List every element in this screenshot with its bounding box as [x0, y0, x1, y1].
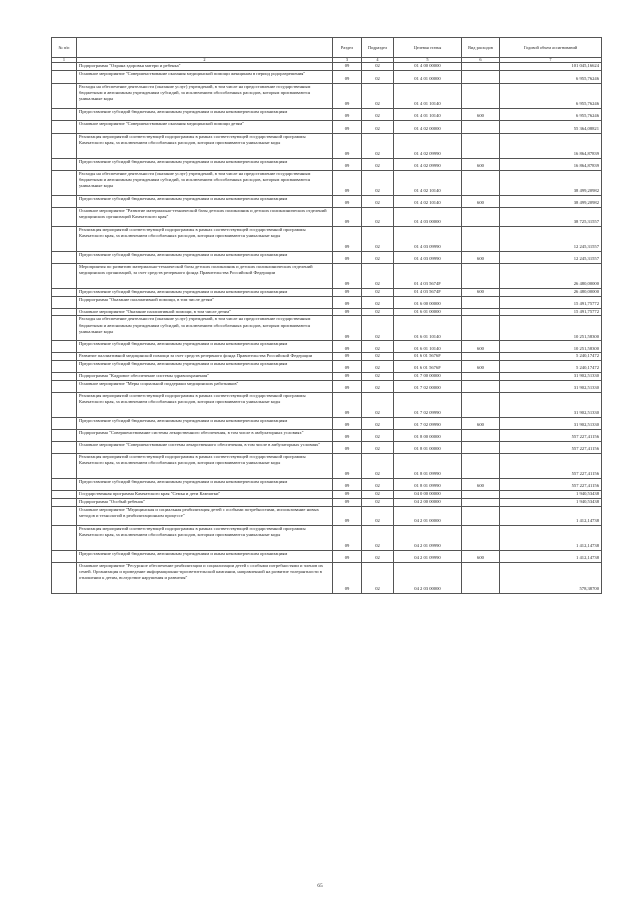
row-subsection: 02 — [362, 226, 394, 251]
row-name: Реализация мероприятий соответствующей подпрограммы в рамках соответствующей государственной программы Камчатского края, за исключением обособленных расходов, которым присваиваются уникальные коды — [77, 453, 333, 478]
row-section: 09 — [333, 120, 362, 133]
row-subsection: 02 — [362, 373, 394, 381]
row-num — [52, 453, 77, 478]
row-target: 01 4 01 10140 — [394, 108, 462, 120]
row-exptype — [462, 353, 500, 361]
row-exptype — [462, 83, 500, 108]
table-row — [52, 207, 602, 226]
header-number: 3 — [333, 58, 362, 63]
table-row — [52, 70, 602, 83]
row-num — [52, 373, 77, 381]
row-name: Основное мероприятие "Оказание паллиативной помощи, в том числе детям" — [77, 308, 333, 316]
row-subsection: 02 — [362, 288, 394, 296]
table-row — [52, 308, 602, 316]
row-num — [52, 441, 77, 453]
row-name: Предоставление субсидий бюджетным, автономным учреждениям и иным некоммерческим организациям — [77, 158, 333, 170]
row-subsection: 02 — [362, 392, 394, 417]
row-amount: 31 902,51330 — [500, 392, 602, 417]
row-amount: 31 902,51330 — [500, 373, 602, 381]
row-name: Предоставление субсидий бюджетным, автономным учреждениям и иным некоммерческим организациям — [77, 478, 333, 490]
header-number: 5 — [394, 58, 462, 63]
row-target: 01 6 01 5676F — [394, 361, 462, 373]
row-section: 09 — [333, 108, 362, 120]
row-section: 09 — [333, 490, 362, 498]
row-subsection: 02 — [362, 498, 394, 506]
row-target: 01 4 01 00000 — [394, 70, 462, 83]
row-amount: 101 045,16624 — [500, 63, 602, 71]
row-num — [52, 361, 77, 373]
row-subsection: 02 — [362, 341, 394, 353]
row-section: 09 — [333, 341, 362, 353]
row-num — [52, 353, 77, 361]
table-row — [52, 453, 602, 478]
row-num — [52, 251, 77, 263]
row-section: 09 — [333, 316, 362, 341]
table-row — [52, 170, 602, 195]
row-target: 01 8 01 09990 — [394, 478, 462, 490]
row-num — [52, 70, 77, 83]
row-exptype — [462, 120, 500, 133]
row-subsection: 02 — [362, 120, 394, 133]
row-num — [52, 195, 77, 207]
row-name: Подпрограмма "Совершенствование системы лекарственного обеспечения, в том числе в амбулаторных условиях" — [77, 429, 333, 441]
row-target: 01 4 00 00000 — [394, 63, 462, 71]
row-amount: 1 412,14738 — [500, 550, 602, 562]
row-name: Подпрограмма "Охрана здоровья матери и ребенка" — [77, 63, 333, 71]
row-num — [52, 226, 77, 251]
row-exptype — [462, 498, 500, 506]
row-section: 09 — [333, 308, 362, 316]
row-amount: 6 955,76246 — [500, 83, 602, 108]
row-target: 01 4 02 09990 — [394, 158, 462, 170]
row-exptype — [462, 316, 500, 341]
row-target: 01 8 01 00000 — [394, 441, 462, 453]
row-num — [52, 478, 77, 490]
row-target: 01 6 00 00000 — [394, 296, 462, 308]
row-num — [52, 263, 77, 288]
row-amount: 557 227,41156 — [500, 478, 602, 490]
row-exptype — [462, 226, 500, 251]
row-amount: 6 955,76246 — [500, 70, 602, 83]
table-row — [52, 296, 602, 308]
row-name: Реализация мероприятий соответствующей подпрограммы в рамках соответствующей государственной программы Камчатского края, за исключением обособленных расходов, которым присваиваются уникальные коды — [77, 525, 333, 550]
row-amount: 5 240,17472 — [500, 353, 602, 361]
row-subsection: 02 — [362, 195, 394, 207]
row-name: Расходы на обеспечение деятельности (оказание услуг) учреждений, в том числе на предоставление государственным бюджетным и автономным учреждениям субсидий, за исключением обособленных расходов, которым присваиваются уникальные коды — [77, 170, 333, 195]
row-exptype — [462, 506, 500, 525]
header-target: Целевая статья — [394, 38, 462, 58]
table-row — [52, 392, 602, 417]
header-subsection: Подраздел — [362, 38, 394, 58]
table-row — [52, 361, 602, 373]
table-row — [52, 316, 602, 341]
header-number: 7 — [500, 58, 602, 63]
row-exptype — [462, 296, 500, 308]
row-num — [52, 429, 77, 441]
row-target: 01 6 01 5676F — [394, 353, 462, 361]
table-row — [52, 373, 602, 381]
row-section: 09 — [333, 429, 362, 441]
row-section: 09 — [333, 133, 362, 158]
row-exptype: 600 — [462, 288, 500, 296]
row-num — [52, 133, 77, 158]
row-amount: 31 902,51330 — [500, 417, 602, 429]
row-name: Мероприятия по развитию материально-технической базы детских поликлиник и детских поликлинических отделений медицинских организаций, за счет средств резервного фонда Правительства Российской Федерации — [77, 263, 333, 288]
row-section: 09 — [333, 63, 362, 71]
row-target: 01 7 02 09990 — [394, 417, 462, 429]
row-num — [52, 308, 77, 316]
row-subsection: 02 — [362, 207, 394, 226]
row-name: Предоставление субсидий бюджетным, автономным учреждениям и иным некоммерческим организациям — [77, 550, 333, 562]
row-exptype: 600 — [462, 478, 500, 490]
row-exptype — [462, 133, 500, 158]
row-target: 01 8 01 09990 — [394, 453, 462, 478]
row-section: 09 — [333, 170, 362, 195]
table-row — [52, 226, 602, 251]
table-row — [52, 83, 602, 108]
row-exptype: 600 — [462, 361, 500, 373]
row-exptype — [462, 70, 500, 83]
row-exptype — [462, 308, 500, 316]
row-target: 01 4 02 10140 — [394, 170, 462, 195]
row-amount: 557 227,41156 — [500, 453, 602, 478]
row-exptype — [462, 525, 500, 550]
row-section: 09 — [333, 373, 362, 381]
row-name: Расходы на обеспечение деятельности (оказание услуг) учреждений, в том числе на предоставление государственным бюджетным и автономным учреждениям субсидий, за исключением обособленных расходов, которым присваиваются уникальные коды — [77, 83, 333, 108]
row-target: 01 4 03 00000 — [394, 207, 462, 226]
header-row — [52, 38, 602, 58]
row-amount: 1 412,14738 — [500, 506, 602, 525]
row-subsection: 02 — [362, 133, 394, 158]
table-row — [52, 353, 602, 361]
header-section: Раздел — [333, 38, 362, 58]
row-subsection: 02 — [362, 296, 394, 308]
row-num — [52, 498, 77, 506]
row-name: Реализация мероприятий соответствующей подпрограммы в рамках соответствующей государственной программы Камчатского края, за исключением обособленных расходов, которым присваиваются уникальные коды — [77, 226, 333, 251]
row-section: 09 — [333, 562, 362, 593]
row-num — [52, 550, 77, 562]
row-subsection: 02 — [362, 263, 394, 288]
row-target: 01 6 01 10140 — [394, 341, 462, 353]
row-section: 09 — [333, 525, 362, 550]
row-section: 09 — [333, 380, 362, 392]
table-row — [52, 63, 602, 71]
row-target: 01 4 02 10140 — [394, 195, 462, 207]
row-num — [52, 296, 77, 308]
row-amount: 38 725,31557 — [500, 207, 602, 226]
page-number: 65 — [317, 883, 323, 889]
row-section: 09 — [333, 441, 362, 453]
row-section: 09 — [333, 498, 362, 506]
row-num — [52, 562, 77, 593]
row-subsection: 02 — [362, 63, 394, 71]
row-target: 04 2 01 09990 — [394, 525, 462, 550]
row-amount: 16 864,87839 — [500, 158, 602, 170]
row-subsection: 02 — [362, 170, 394, 195]
table-body — [52, 63, 602, 594]
row-section: 09 — [333, 226, 362, 251]
row-target: 04 2 01 09990 — [394, 550, 462, 562]
row-exptype: 600 — [462, 251, 500, 263]
row-amount: 31 902,51330 — [500, 380, 602, 392]
row-exptype: 600 — [462, 108, 500, 120]
row-exptype — [462, 429, 500, 441]
row-name: Предоставление субсидий бюджетным, автономным учреждениям и иным некоммерческим организациям — [77, 288, 333, 296]
row-subsection: 02 — [362, 108, 394, 120]
row-section: 09 — [333, 70, 362, 83]
row-exptype — [462, 170, 500, 195]
row-target: 04 2 01 00000 — [394, 506, 462, 525]
row-section: 09 — [333, 207, 362, 226]
row-target: 04 2 03 00000 — [394, 562, 462, 593]
table-row — [52, 120, 602, 133]
row-subsection: 02 — [362, 158, 394, 170]
row-target: 01 6 01 00000 — [394, 308, 462, 316]
row-name: Предоставление субсидий бюджетным, автономным учреждениям и иным некоммерческим организациям — [77, 108, 333, 120]
row-amount: 38 499,20982 — [500, 195, 602, 207]
table-row — [52, 195, 602, 207]
row-exptype: 600 — [462, 341, 500, 353]
row-num — [52, 341, 77, 353]
row-target: 01 4 03 5674F — [394, 263, 462, 288]
row-amount: 12 245,31557 — [500, 226, 602, 251]
row-num — [52, 380, 77, 392]
row-exptype — [462, 490, 500, 498]
row-amount: 38 499,20982 — [500, 170, 602, 195]
row-target: 01 4 03 09990 — [394, 251, 462, 263]
row-amount: 557 227,41156 — [500, 441, 602, 453]
row-amount: 1 940,53438 — [500, 498, 602, 506]
table-row — [52, 525, 602, 550]
row-exptype — [462, 380, 500, 392]
row-amount: 1 940,53438 — [500, 490, 602, 498]
row-subsection: 02 — [362, 353, 394, 361]
row-num — [52, 170, 77, 195]
row-name: Подпрограмма "Кадровое обеспечение системы здравоохранения" — [77, 373, 333, 381]
row-target: 01 4 02 00000 — [394, 120, 462, 133]
row-num — [52, 392, 77, 417]
row-target: 01 7 02 09990 — [394, 392, 462, 417]
row-target: 01 4 03 5674F — [394, 288, 462, 296]
row-section: 09 — [333, 506, 362, 525]
row-exptype: 600 — [462, 158, 500, 170]
row-section: 09 — [333, 288, 362, 296]
row-name: Основное мероприятие "Совершенствование оказания медицинской помощи детям" — [77, 120, 333, 133]
row-target: 01 4 03 09990 — [394, 226, 462, 251]
row-name: Подпрограмма "Оказание паллиативной помощи, в том числе детям" — [77, 296, 333, 308]
row-subsection: 02 — [362, 525, 394, 550]
row-target: 01 4 02 09990 — [394, 133, 462, 158]
row-section: 09 — [333, 353, 362, 361]
table-row — [52, 158, 602, 170]
row-amount: 26 480,00000 — [500, 263, 602, 288]
row-section: 09 — [333, 263, 362, 288]
row-subsection: 02 — [362, 429, 394, 441]
row-name: Предоставление субсидий бюджетным, автономным учреждениям и иным некоммерческим организациям — [77, 361, 333, 373]
row-section: 09 — [333, 251, 362, 263]
row-num — [52, 288, 77, 296]
table-row — [52, 133, 602, 158]
row-subsection: 02 — [362, 562, 394, 593]
row-exptype — [462, 263, 500, 288]
table-row — [52, 341, 602, 353]
row-num — [52, 525, 77, 550]
row-amount: 55 364,08821 — [500, 120, 602, 133]
row-section: 09 — [333, 158, 362, 170]
table-row — [52, 498, 602, 506]
row-name: Реализация мероприятий соответствующей подпрограммы в рамках соответствующей государственной программы Камчатского края, за исключением обособленных расходов, которым присваиваются уникальные коды — [77, 133, 333, 158]
row-name: Государственная программа Камчатского края "Семья и дети Камчатки" — [77, 490, 333, 498]
row-subsection: 02 — [362, 70, 394, 83]
row-section: 09 — [333, 453, 362, 478]
row-subsection: 02 — [362, 308, 394, 316]
row-name: Подпрограмма "Особый ребенок" — [77, 498, 333, 506]
row-amount: 15 491,75772 — [500, 296, 602, 308]
budget-allocation-table — [51, 37, 602, 594]
row-section: 09 — [333, 417, 362, 429]
row-section: 09 — [333, 478, 362, 490]
header-amount: Годовой объем ассигнований — [500, 38, 602, 58]
row-amount: 12 245,31557 — [500, 251, 602, 263]
row-subsection: 02 — [362, 506, 394, 525]
table-row — [52, 562, 602, 593]
header-number: 6 — [462, 58, 500, 63]
row-subsection: 02 — [362, 453, 394, 478]
row-subsection: 02 — [362, 83, 394, 108]
table-row — [52, 429, 602, 441]
row-subsection: 02 — [362, 490, 394, 498]
header-number: 2 — [77, 58, 333, 63]
row-num — [52, 506, 77, 525]
row-name: Развитие паллиативной медицинской помощи за счет средств резервного фонда Правительства Российской Федерации — [77, 353, 333, 361]
row-num — [52, 120, 77, 133]
row-name: Предоставление субсидий бюджетным, автономным учреждениям и иным некоммерческим организациям — [77, 195, 333, 207]
row-amount: 10 251,58300 — [500, 316, 602, 341]
row-name: Предоставление субсидий бюджетным, автономным учреждениям и иным некоммерческим организациям — [77, 341, 333, 353]
table-row — [52, 478, 602, 490]
row-name: Расходы на обеспечение деятельности (оказание услуг) учреждений, в том числе на предоставление государственным бюджетным и автономным учреждениям субсидий, за исключением обособленных расходов, которым присваиваются уникальные коды — [77, 316, 333, 341]
row-amount: 1 412,14738 — [500, 525, 602, 550]
table-row — [52, 288, 602, 296]
row-target: 04 0 00 00000 — [394, 490, 462, 498]
row-name: Предоставление субсидий бюджетным, автономным учреждениям и иным некоммерческим организациям — [77, 417, 333, 429]
row-subsection: 02 — [362, 316, 394, 341]
row-section: 09 — [333, 296, 362, 308]
row-subsection: 02 — [362, 550, 394, 562]
row-name: Основное мероприятие "Совершенствование оказания медицинской помощи женщинам в период родоразрешения" — [77, 70, 333, 83]
row-section: 09 — [333, 392, 362, 417]
row-exptype — [462, 392, 500, 417]
header-number: 4 — [362, 58, 394, 63]
row-exptype — [462, 453, 500, 478]
row-exptype — [462, 63, 500, 71]
row-name: Предоставление субсидий бюджетным, автономным учреждениям и иным некоммерческим организациям — [77, 251, 333, 263]
row-num — [52, 63, 77, 71]
row-target: 01 8 00 00000 — [394, 429, 462, 441]
row-name: Основное мероприятие "Ресурсное обеспечение реабилитации и социализации детей с особыми потребностями и членов их семей. Организация и проведение информационно-просветительской кампании, направленной на развитие толерантности в отношении к детям, вследствие нарушения и развития" — [77, 562, 333, 593]
row-name: Основное мероприятие "Развитие материально-технической базы детских поликлиник и детских поликлинических отделений медицинских организаций Камчатского края" — [77, 207, 333, 226]
row-name: Реализация мероприятий соответствующей подпрограммы в рамках соответствующей государственной программы Камчатского края, за исключением обособленных расходов, которым присваиваются уникальные коды — [77, 392, 333, 417]
row-exptype: 600 — [462, 550, 500, 562]
row-amount: 15 491,75772 — [500, 308, 602, 316]
row-amount: 578,38700 — [500, 562, 602, 593]
row-subsection: 02 — [362, 417, 394, 429]
row-section: 09 — [333, 361, 362, 373]
header-name — [77, 38, 333, 58]
row-amount: 6 955,76246 — [500, 108, 602, 120]
row-subsection: 02 — [362, 478, 394, 490]
row-num — [52, 83, 77, 108]
row-num — [52, 316, 77, 341]
row-amount: 16 864,87839 — [500, 133, 602, 158]
row-exptype — [462, 207, 500, 226]
header-exptype: Вид расходов — [462, 38, 500, 58]
row-exptype: 600 — [462, 417, 500, 429]
row-subsection: 02 — [362, 361, 394, 373]
table-row — [52, 251, 602, 263]
table-row — [52, 490, 602, 498]
table-row — [52, 380, 602, 392]
row-num — [52, 490, 77, 498]
row-amount: 26 480,00000 — [500, 288, 602, 296]
row-exptype — [462, 441, 500, 453]
table-row — [52, 263, 602, 288]
row-subsection: 02 — [362, 441, 394, 453]
row-amount: 557 227,41156 — [500, 429, 602, 441]
row-section: 09 — [333, 195, 362, 207]
table-row — [52, 417, 602, 429]
row-name: Основное мероприятие "Совершенствование системы лекарственного обеспечения, в том числе в амбулаторных условиях" — [77, 441, 333, 453]
row-section: 09 — [333, 83, 362, 108]
row-num — [52, 207, 77, 226]
row-exptype: 600 — [462, 195, 500, 207]
table-row — [52, 441, 602, 453]
row-exptype — [462, 562, 500, 593]
row-target: 01 4 01 10140 — [394, 83, 462, 108]
row-num — [52, 108, 77, 120]
row-target: 01 7 02 00000 — [394, 380, 462, 392]
row-subsection: 02 — [362, 380, 394, 392]
row-target: 04 2 00 00000 — [394, 498, 462, 506]
row-subsection: 02 — [362, 251, 394, 263]
header-num: № п/п — [52, 38, 77, 58]
table-row — [52, 108, 602, 120]
row-name: Основное мероприятие "Медицинская и социальная реабилитация детей с особыми потребностями, использование новых методов и технологий в реабилитационном процессе" — [77, 506, 333, 525]
row-amount: 5 240,17472 — [500, 361, 602, 373]
row-num — [52, 417, 77, 429]
row-target: 01 6 01 10140 — [394, 316, 462, 341]
row-target: 01 7 00 00000 — [394, 373, 462, 381]
budget-table-sheet — [51, 37, 601, 594]
row-name: Основное мероприятие "Меры социальной поддержки медицинских работников" — [77, 380, 333, 392]
header-number: 1 — [52, 58, 77, 63]
row-section: 09 — [333, 550, 362, 562]
row-exptype — [462, 373, 500, 381]
table-row — [52, 550, 602, 562]
row-amount: 10 251,58300 — [500, 341, 602, 353]
row-num — [52, 158, 77, 170]
table-row — [52, 506, 602, 525]
